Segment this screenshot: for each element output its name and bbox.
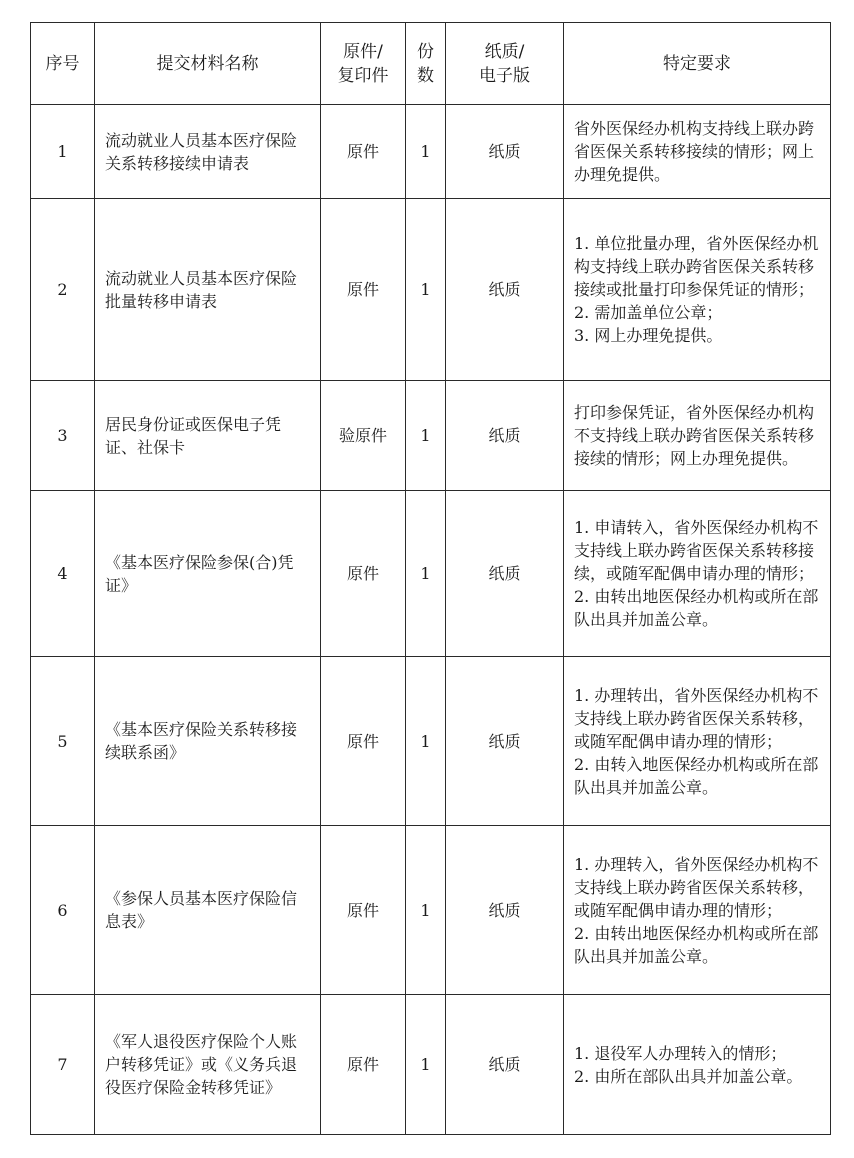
row-copies: 1 bbox=[406, 657, 446, 826]
row-name: 流动就业人员基本医疗保险关系转移接续申请表 bbox=[95, 105, 321, 199]
row-name: 《基本医疗保险参保(合)凭证》 bbox=[95, 491, 321, 657]
row-index: 5 bbox=[31, 657, 95, 826]
table-row bbox=[31, 105, 831, 199]
header-original bbox=[321, 23, 406, 105]
requirement-line: 1. 办理转入，省外医保经办机构不支持线上联办跨省医保关系转移，或随军配偶申请办理的情形； bbox=[574, 854, 819, 920]
header-medium-line2: 电子版 bbox=[479, 65, 530, 86]
row-name: 《参保人员基本医疗保险信息表》 bbox=[95, 826, 321, 995]
row-copies: 1 bbox=[406, 491, 446, 657]
requirement-line: 2. 由转出地医保经办机构或所在部队出具并加盖公章。 bbox=[574, 587, 819, 629]
table-row bbox=[31, 199, 831, 381]
row-medium: 纸质 bbox=[446, 199, 564, 381]
requirement-line: 2. 需加盖单位公章； bbox=[574, 303, 723, 322]
row-name: 《基本医疗保险关系转移接续联系函》 bbox=[95, 657, 321, 826]
header-index: 序号 bbox=[31, 23, 95, 105]
table-row bbox=[31, 826, 831, 995]
header-medium-line1: 纸质/ bbox=[484, 41, 525, 62]
requirement-line: 2. 由转入地医保经办机构或所在部队出具并加盖公章。 bbox=[574, 754, 819, 797]
table-row bbox=[31, 995, 831, 1135]
requirement-line: 3. 网上办理免提供。 bbox=[574, 326, 723, 345]
header-requirements: 特定要求 bbox=[564, 23, 831, 105]
row-copies: 1 bbox=[406, 995, 446, 1135]
row-requirements bbox=[564, 105, 831, 199]
row-original: 原件 bbox=[321, 491, 406, 657]
row-name: 《军人退役医疗保险个人账户转移凭证》或《义务兵退役医疗保险金转移凭证》 bbox=[95, 995, 321, 1135]
row-medium: 纸质 bbox=[446, 657, 564, 826]
row-requirements bbox=[564, 995, 831, 1135]
requirement-line: 打印参保凭证，省外医保经办机构不支持线上联办跨省医保关系转移接续的情形；网上办理免提供。 bbox=[574, 403, 815, 468]
row-copies: 1 bbox=[406, 826, 446, 995]
row-medium: 纸质 bbox=[446, 826, 564, 995]
row-original: 原件 bbox=[321, 995, 406, 1135]
header-name: 提交材料名称 bbox=[95, 23, 321, 105]
row-original: 原件 bbox=[321, 657, 406, 826]
row-medium: 纸质 bbox=[446, 491, 564, 657]
row-original: 原件 bbox=[321, 826, 406, 995]
requirement-line: 2. 由所在部队出具并加盖公章。 bbox=[574, 1066, 803, 1086]
row-index: 3 bbox=[31, 381, 95, 491]
header-original-line1: 原件/ bbox=[343, 41, 383, 62]
row-index: 6 bbox=[31, 826, 95, 995]
row-original: 原件 bbox=[321, 199, 406, 381]
row-requirements bbox=[564, 381, 831, 491]
materials-table bbox=[30, 22, 831, 1135]
table-row bbox=[31, 657, 831, 826]
row-name: 居民身份证或医保电子凭证、社保卡 bbox=[95, 381, 321, 491]
row-copies: 1 bbox=[406, 105, 446, 199]
requirement-line: 省外医保经办机构支持线上联办跨省医保关系转移接续的情形；网上办理免提供。 bbox=[574, 119, 815, 184]
row-original: 原件 bbox=[321, 105, 406, 199]
row-index: 2 bbox=[31, 199, 95, 381]
table-header-row bbox=[31, 23, 831, 105]
row-copies: 1 bbox=[406, 199, 446, 381]
row-requirements bbox=[564, 826, 831, 995]
row-name: 流动就业人员基本医疗保险批量转移申请表 bbox=[95, 199, 321, 381]
row-requirements bbox=[564, 491, 831, 657]
row-index: 7 bbox=[31, 995, 95, 1135]
header-medium bbox=[446, 23, 564, 105]
table-row bbox=[31, 491, 831, 657]
requirement-line: 1. 单位批量办理，省外医保经办机构支持线上联办跨省医保关系转移接续或批量打印参保凭证的情形； bbox=[574, 234, 819, 299]
requirement-line: 2. 由转出地医保经办机构或所在部队出具并加盖公章。 bbox=[574, 923, 819, 966]
row-index: 1 bbox=[31, 105, 95, 199]
row-original: 验原件 bbox=[321, 381, 406, 491]
header-copies-line1: 份 bbox=[417, 41, 434, 62]
row-index: 4 bbox=[31, 491, 95, 657]
row-medium: 纸质 bbox=[446, 381, 564, 491]
requirement-line: 1. 申请转入，省外医保经办机构不支持线上联办跨省医保关系转移接续，或随军配偶申请办理的情形； bbox=[574, 518, 819, 583]
table-row bbox=[31, 381, 831, 491]
header-original-line2: 复印件 bbox=[337, 65, 389, 86]
header-copies-line2: 数 bbox=[417, 65, 434, 86]
requirement-line: 1. 办理转出，省外医保经办机构不支持线上联办跨省医保关系转移，或随军配偶申请办理的情形； bbox=[574, 685, 819, 751]
row-requirements bbox=[564, 657, 831, 826]
header-copies bbox=[406, 23, 446, 105]
requirement-line: 1. 退役军人办理转入的情形； bbox=[574, 1043, 787, 1063]
row-copies: 1 bbox=[406, 381, 446, 491]
row-requirements bbox=[564, 199, 831, 381]
row-medium: 纸质 bbox=[446, 995, 564, 1135]
row-medium: 纸质 bbox=[446, 105, 564, 199]
